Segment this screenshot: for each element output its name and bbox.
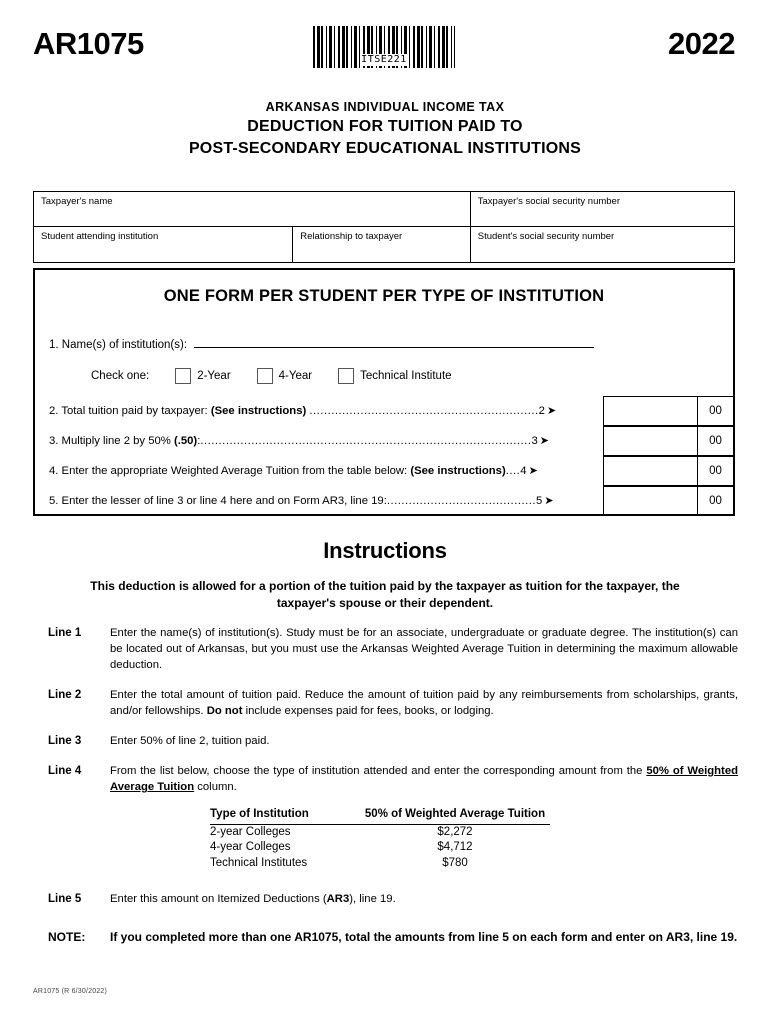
line-5-dots: ......................................... — [386, 495, 537, 507]
form-number: AR1075 — [33, 26, 144, 61]
instruction-body-part1: From the list below, choose the type of institution attended and enter the corresponding amount from the — [110, 765, 647, 777]
line-5-text-pre: 5. Enter the lesser of line 3 or line 4 here and on Form AR3, line 19: — [49, 495, 387, 507]
checkbox-label: Technical Institute — [360, 370, 452, 382]
line-2-cents: 00 — [709, 405, 722, 417]
institution-names-input[interactable] — [194, 336, 594, 348]
instruction-label: Line 5 — [48, 893, 82, 905]
relationship-label: Relationship to taxpayer — [300, 231, 403, 242]
line-5-amount-box — [603, 486, 733, 516]
line-3-cents: 00 — [709, 435, 722, 447]
instruction-body-bold: Do not — [206, 705, 243, 717]
line-2-number: 2 — [538, 405, 545, 417]
line-2-text-bold: (See instructions) — [210, 405, 307, 417]
table-row — [210, 840, 550, 856]
line-1-label: 1. Name(s) of institution(s): — [49, 339, 188, 351]
student-name-field[interactable] — [34, 227, 292, 262]
tuition-amount: $4,712 — [437, 841, 473, 853]
column-header-type: Type of Institution — [210, 807, 360, 825]
form-title — [0, 98, 770, 160]
instruction-body — [110, 891, 738, 907]
instruction-body-part1: Enter the total amount of tuition paid. Reduce the amount of tuition paid by any reimbursements from scholarships, grants, and/or fellowships. — [110, 689, 738, 717]
arrow-icon: ➤ — [539, 435, 549, 447]
form-box-heading: ONE FORM PER STUDENT PER TYPE OF INSTITUTION — [163, 287, 605, 305]
institution-type-checkboxes — [91, 367, 452, 385]
instruction-body-bold: 50% of Weighted Average Tuition — [110, 765, 739, 793]
instruction-body-part1: Enter this amount on Itemized Deductions ( — [110, 893, 327, 905]
instructions-list — [48, 625, 738, 960]
instruction-body-part2: ), line 19. — [349, 893, 396, 905]
form-line-3-text — [49, 434, 549, 448]
checkbox-icon[interactable] — [175, 368, 191, 384]
taxpayer-name-field[interactable] — [34, 192, 470, 226]
note-label: NOTE: — [48, 930, 86, 944]
checkbox-option-2-year[interactable] — [175, 367, 230, 385]
instruction-label: Line 3 — [48, 735, 82, 747]
taxpayer-ssn-field[interactable] — [470, 192, 734, 226]
institution-type: Technical Institutes — [210, 856, 308, 869]
instruction-label: Line 1 — [48, 627, 82, 639]
table-row — [210, 856, 550, 872]
instruction-label: Line 4 — [48, 765, 82, 777]
line-3-number: 3 — [531, 435, 538, 447]
form-revision-footer: AR1075 (R 6/30/2022) — [33, 988, 108, 995]
arrow-icon: ➤ — [544, 495, 554, 507]
line-2-amount-box — [603, 396, 733, 426]
column-header-amount: 50% of Weighted Average Tuition — [360, 807, 550, 825]
form-line-4 — [35, 456, 733, 486]
table-row — [210, 825, 550, 841]
line-4-text-pre: 4. Enter the appropriate Weighted Average Tuition from the table below: — [49, 465, 411, 477]
line-4-text-bold: (See instructions) — [410, 465, 506, 477]
form-header — [33, 24, 735, 70]
checkbox-option-4-year[interactable] — [257, 367, 312, 385]
line-3-text-pre: 3. Multiply line 2 by 50% — [49, 435, 174, 447]
instruction-line-1 — [48, 625, 738, 673]
barcode-icon — [313, 26, 455, 68]
instruction-line-5 — [48, 891, 738, 907]
line-2-dots: ............................................................... — [309, 405, 539, 417]
checkbox-icon[interactable] — [338, 368, 354, 384]
line-5-cents: 00 — [709, 495, 722, 507]
checkbox-label: 2-Year — [197, 370, 231, 382]
form-line-3 — [35, 426, 733, 456]
line-1-row — [49, 336, 594, 352]
line-2-text-pre: 2. Total tuition paid by taxpayer: — [49, 405, 211, 417]
student-name-label: Student attending institution — [41, 231, 159, 242]
student-ssn-label: Student's social security number — [477, 231, 615, 242]
line-4-amount-box — [603, 456, 733, 486]
line-4-number: 4 — [520, 465, 527, 477]
table-header-row — [210, 807, 550, 825]
instruction-line-2 — [48, 687, 738, 719]
table-row — [34, 192, 734, 227]
arrow-icon: ➤ — [546, 405, 557, 417]
instruction-body-part1: Enter the name(s) of institution(s). Study must be for an associate, undergraduate or graduate degree. The institution(s) can be located out of Arkansas, but you must use the Arkansas Weighted Average Tuition in determining the maximum allowable deduction. — [110, 627, 738, 671]
line-3-text-post: : — [197, 435, 201, 447]
instruction-label: Line 2 — [48, 689, 82, 701]
instruction-body-part2: include expenses paid for fees, books, or lodging. — [242, 705, 494, 717]
form-line-2 — [35, 396, 733, 426]
numbered-lines — [35, 396, 733, 516]
line-5-amount-input[interactable] — [604, 487, 698, 515]
form-line-5-text — [49, 494, 554, 508]
line-3-dots: ........................................................................................... — [200, 435, 532, 447]
line-5-number: 5 — [536, 495, 543, 507]
line-2-amount-input[interactable] — [604, 397, 698, 425]
check-one-label: Check one: — [91, 370, 150, 382]
line-4-cents: 00 — [709, 465, 722, 477]
line-4-amount-input[interactable] — [604, 457, 698, 485]
form-line-2-text — [49, 404, 556, 418]
student-ssn-field[interactable] — [470, 227, 734, 262]
form-line-5 — [35, 486, 733, 516]
instruction-body-part1: Enter 50% of line 2, tuition paid. — [110, 735, 270, 747]
checkbox-option-technical-institute[interactable] — [338, 367, 451, 385]
line-3-text-bold: (.50) — [173, 435, 198, 447]
instruction-body-part2: column. — [194, 781, 237, 793]
line-3-amount-input[interactable] — [604, 427, 698, 455]
tuition-amount: $2,272 — [437, 825, 473, 838]
barcode-label: ITSE221 — [361, 54, 407, 65]
instruction-body — [110, 687, 738, 719]
relationship-field[interactable] — [292, 227, 470, 262]
weighted-average-tuition-table — [210, 807, 550, 871]
title-line-2: DEDUCTION FOR TUITION PAID TO — [247, 118, 523, 135]
form-line-4-text — [49, 464, 538, 478]
checkbox-label: 4-Year — [278, 370, 313, 382]
instructions-heading: Instructions — [323, 538, 447, 563]
instruction-body — [110, 763, 738, 877]
taxpayer-ssn-label: Taxpayer's social security number — [477, 196, 621, 207]
line-4-dots: .... — [505, 465, 521, 477]
line-3-amount-box — [603, 426, 733, 456]
taxpayer-info-table — [33, 191, 735, 263]
main-form-box — [33, 268, 735, 516]
note-body: If you completed more than one AR1075, total the amounts from line 5 on each form and enter on AR3, line 19. — [110, 930, 738, 944]
instruction-body — [110, 625, 738, 673]
instruction-note — [48, 929, 738, 946]
title-line-1: ARKANSAS INDIVIDUAL INCOME TAX — [265, 100, 505, 114]
instructions-intro: This deduction is allowed for a portion of the tuition paid by the taxpayer as tuition for the taxpayer, the taxpayer's spouse or their dependent. — [90, 579, 680, 610]
title-line-3: POST-SECONDARY EDUCATIONAL INSTITUTIONS — [188, 140, 582, 157]
instruction-line-3 — [48, 733, 738, 749]
arrow-icon: ➤ — [528, 465, 538, 477]
instruction-line-4 — [48, 763, 738, 877]
checkbox-icon[interactable] — [257, 368, 273, 384]
instruction-body-bold: AR3 — [326, 893, 350, 905]
instruction-body — [110, 733, 738, 749]
institution-type: 2-year Colleges — [210, 825, 291, 838]
table-row — [34, 227, 734, 262]
taxpayer-name-label: Taxpayer's name — [41, 196, 113, 207]
tuition-amount: $780 — [442, 856, 468, 869]
institution-type: 4-year Colleges — [210, 841, 291, 853]
tax-year: 2022 — [668, 26, 735, 61]
